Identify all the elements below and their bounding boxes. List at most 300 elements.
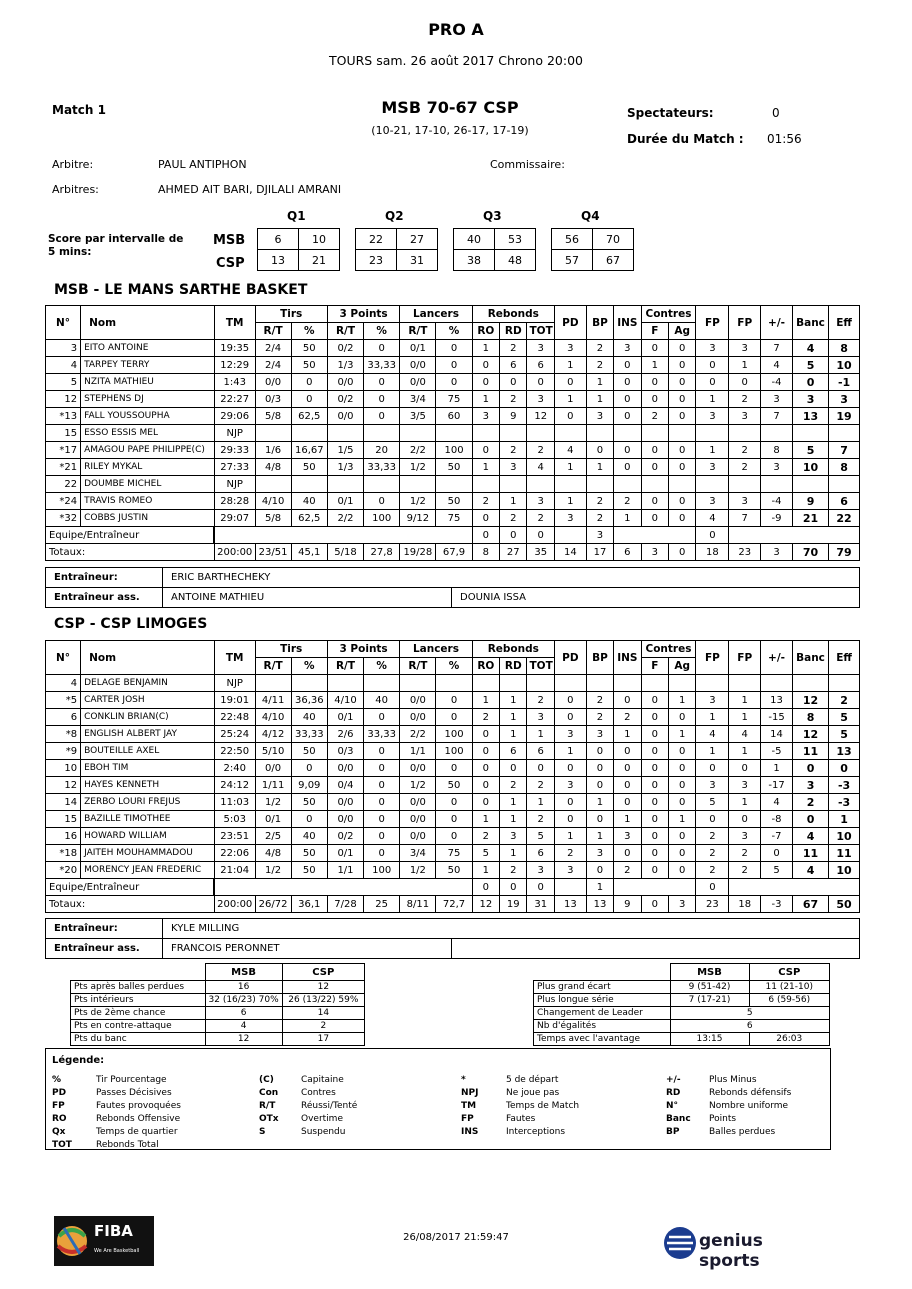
stat-cell: 0 <box>696 760 729 777</box>
stat-cell <box>255 425 291 442</box>
total-cell: 5/18 <box>327 544 363 561</box>
stat-cell <box>400 476 436 493</box>
stat-cell: 0 <box>669 743 696 760</box>
stat-cell <box>291 476 327 493</box>
column-subheader: % <box>364 323 400 340</box>
player-name: MORENCY JEAN FREDERIC <box>81 862 215 879</box>
stat-cell: -15 <box>761 709 793 726</box>
stat-cell: 3 <box>729 828 761 845</box>
stat-label: Pts du banc <box>71 1033 206 1046</box>
total-cell: 8/11 <box>400 896 436 913</box>
stat-cell: 2 <box>586 709 613 726</box>
stat-cell: 0 <box>641 811 668 828</box>
stat-cell: 3 <box>527 709 554 726</box>
legend-key: +/- <box>666 1075 681 1085</box>
column-subheader: R/T <box>327 658 363 675</box>
stat-cell: 1/5 <box>327 442 363 459</box>
stat-cell: 2 <box>586 493 613 510</box>
column-header: TM <box>214 641 255 675</box>
stat-cell: 2 <box>472 493 499 510</box>
stat-cell <box>761 675 793 692</box>
stat-cell: 2 <box>696 845 729 862</box>
player-number: *13 <box>46 408 81 425</box>
player-number: *18 <box>46 845 81 862</box>
stat-cell: 0 <box>641 493 668 510</box>
legend-key: INS <box>461 1127 479 1137</box>
stat-cell <box>614 675 641 692</box>
total-cell: 23 <box>729 544 761 561</box>
stat-value: 6 (59-56) <box>749 994 830 1007</box>
stat-cell: 0 <box>641 726 668 743</box>
stat-cell: 20 <box>364 442 400 459</box>
stat-cell: 0 <box>436 357 472 374</box>
stat-value: 6 <box>670 1020 830 1033</box>
stat-cell: 0 <box>614 692 641 709</box>
player-name: NZITA MATHIEU <box>81 374 215 391</box>
stat-cell: 0 <box>669 459 696 476</box>
stat-cell: 3 <box>696 459 729 476</box>
stat-value: 26:03 <box>749 1033 830 1046</box>
player-row <box>46 862 860 879</box>
stat-cell: 6 <box>500 743 527 760</box>
stat-cell: 0 <box>614 743 641 760</box>
stat-cell: 0/0 <box>327 811 363 828</box>
stat-cell: 3 <box>614 340 641 357</box>
stat-cell: -3 <box>829 794 860 811</box>
legend-key: RO <box>52 1114 67 1124</box>
stat-cell: 0 <box>641 794 668 811</box>
stat-cell: 2 <box>472 828 499 845</box>
stat-label: Pts de 2ème chance <box>71 1007 206 1020</box>
total-cell: -3 <box>761 896 793 913</box>
stat-cell: 0 <box>472 374 499 391</box>
column-header: Contres <box>641 641 696 658</box>
stat-cell: 1 <box>554 459 586 476</box>
stat-cell: 0 <box>436 709 472 726</box>
stat-cell: 0 <box>669 493 696 510</box>
stat-cell: 3 <box>500 828 527 845</box>
column-subheader: F <box>641 323 668 340</box>
stat-cell: 3 <box>527 391 554 408</box>
stat-cell: 0 <box>669 391 696 408</box>
stat-cell: 7 <box>761 408 793 425</box>
legend-key: * <box>461 1075 466 1085</box>
player-row <box>46 476 860 493</box>
stat-cell: 0 <box>669 760 696 777</box>
stat-cell <box>829 425 860 442</box>
assist-label: Entraîneur ass. <box>46 939 163 959</box>
stat-cell: 0 <box>554 760 586 777</box>
stat-cell <box>829 675 860 692</box>
genius-sports-logo <box>663 1225 823 1271</box>
interval-cell: 67 <box>593 250 634 271</box>
stat-cell: 3 <box>792 391 828 408</box>
legend-value: Ne joue pas <box>506 1088 560 1098</box>
stat-cell: 1 <box>586 879 613 896</box>
stat-cell: 4 <box>527 459 554 476</box>
stat-cell: 60 <box>436 408 472 425</box>
arbitres-value: AHMED AIT BARI, DJILALI AMRANI <box>158 183 342 196</box>
stat-value: 4 <box>205 1020 282 1033</box>
stat-cell: 3 <box>696 340 729 357</box>
quarter-label: Q1 <box>287 209 306 223</box>
stat-label: Temps avec l'avantage <box>534 1033 671 1046</box>
stat-cell: 1 <box>761 760 793 777</box>
stat-cell <box>554 425 586 442</box>
stat-cell: 0 <box>364 391 400 408</box>
final-score: MSB 70-67 CSP <box>381 98 519 117</box>
stat-cell: 0 <box>472 726 499 743</box>
stat-cell: 0 <box>669 374 696 391</box>
stat-cell: 13 <box>792 408 828 425</box>
stat-cell: 3 <box>500 459 527 476</box>
total-cell: 6 <box>614 544 641 561</box>
player-row <box>46 760 860 777</box>
stat-cell: 11:03 <box>214 794 255 811</box>
legend-key: S <box>259 1127 266 1137</box>
stat-cell: 0/4 <box>327 777 363 794</box>
stat-cell: 3 <box>586 726 613 743</box>
stat-cell: 0 <box>364 845 400 862</box>
stat-cell: 7 <box>761 340 793 357</box>
stat-cell <box>641 675 668 692</box>
player-number: 4 <box>46 675 81 692</box>
period-scores: (10-21, 17-10, 26-17, 17-19) <box>371 124 529 137</box>
stat-cell: 4 <box>792 828 828 845</box>
stat-cell: 0 <box>614 391 641 408</box>
stat-cell: 0/0 <box>327 408 363 425</box>
stat-cell: 1/2 <box>400 777 436 794</box>
stat-cell: 1 <box>614 726 641 743</box>
stat-cell: 0 <box>614 374 641 391</box>
stat-cell: 75 <box>436 391 472 408</box>
stat-cell <box>327 675 363 692</box>
stat-cell: 0 <box>364 709 400 726</box>
stat-value: 2 <box>282 1020 364 1033</box>
stat-cell: 25:24 <box>214 726 255 743</box>
stat-cell <box>729 675 761 692</box>
stat-cell: 4/11 <box>255 692 291 709</box>
stat-cell: 0 <box>669 442 696 459</box>
stat-cell: 0 <box>669 709 696 726</box>
total-cell: 27,8 <box>364 544 400 561</box>
stat-cell: 22:48 <box>214 709 255 726</box>
team2-name: CSP - CSP LIMOGES <box>54 616 208 632</box>
stat-cell: 5 <box>792 442 828 459</box>
stat-cell <box>614 476 641 493</box>
stat-cell: 0/1 <box>327 493 363 510</box>
stat-cell: 1 <box>586 391 613 408</box>
stat-cell: 2 <box>586 510 613 527</box>
page-title: PRO A <box>428 20 484 39</box>
legend-value: Contres <box>301 1088 336 1098</box>
player-row <box>46 709 860 726</box>
interval-table-q3 <box>453 228 536 271</box>
stat-cell: 0 <box>696 357 729 374</box>
stat-cell: 0 <box>472 760 499 777</box>
stat-cell <box>696 675 729 692</box>
stat-cell: 50 <box>291 845 327 862</box>
stat-cell: NJP <box>214 476 255 493</box>
total-cell: 18 <box>696 544 729 561</box>
legend-value: Points <box>709 1114 737 1124</box>
stat-cell: 0 <box>669 340 696 357</box>
legend-value: Fautes provoquées <box>96 1101 181 1111</box>
column-header: Eff <box>829 306 860 340</box>
legend-value: Réussi/Tenté <box>301 1101 358 1111</box>
column-header: TM <box>214 306 255 340</box>
stat-cell: 3 <box>586 408 613 425</box>
stat-cell: 3 <box>761 459 793 476</box>
stat-cell: 4/10 <box>327 692 363 709</box>
stat-value: 26 (13/22) 59% <box>282 994 364 1007</box>
stat-cell: 2 <box>472 709 499 726</box>
team-row <box>46 879 860 896</box>
arbitre-value: PAUL ANTIPHON <box>158 158 247 171</box>
stat-cell: 4 <box>792 862 828 879</box>
stat-cell: 0/2 <box>327 828 363 845</box>
stat-cell: 0 <box>641 442 668 459</box>
player-row <box>46 408 860 425</box>
stat-cell <box>696 425 729 442</box>
stat-cell: 0 <box>500 760 527 777</box>
stat-cell: -7 <box>761 828 793 845</box>
empty-cell <box>729 879 860 896</box>
stat-cell: 0 <box>669 845 696 862</box>
total-cell: 3 <box>669 896 696 913</box>
player-number: *8 <box>46 726 81 743</box>
stat-cell: 75 <box>436 845 472 862</box>
stat-cell: 0 <box>472 527 499 544</box>
empty-cell <box>614 879 696 896</box>
total-cell: 67 <box>792 896 828 913</box>
player-name: HAYES KENNETH <box>81 777 215 794</box>
spectators-label: Spectateurs: <box>627 106 714 120</box>
stat-cell: 0/0 <box>255 760 291 777</box>
stat-cell: 1 <box>554 391 586 408</box>
stat-value: 6 <box>205 1007 282 1020</box>
stat-cell: 1 <box>500 726 527 743</box>
stat-cell: 0/1 <box>255 811 291 828</box>
stat-cell: 3 <box>729 408 761 425</box>
player-number: 5 <box>46 374 81 391</box>
stat-cell: 0/3 <box>255 391 291 408</box>
coach-label: Entraîneur: <box>46 568 163 588</box>
stat-cell: 2 <box>527 442 554 459</box>
stat-cell: -1 <box>829 374 860 391</box>
stat-cell <box>472 675 499 692</box>
stat-cell <box>327 476 363 493</box>
stat-cell: 1 <box>554 357 586 374</box>
legend-key: Banc <box>666 1114 691 1124</box>
stat-cell: 0/1 <box>400 340 436 357</box>
stat-cell: 0 <box>614 442 641 459</box>
team-row-label: Equipe/Entraîneur <box>46 879 215 896</box>
stat-cell: 0 <box>696 527 729 544</box>
stat-cell: 0 <box>614 459 641 476</box>
stat-cell <box>291 425 327 442</box>
team-row <box>46 527 860 544</box>
stat-cell: 1 <box>500 493 527 510</box>
player-name: BOUTEILLE AXEL <box>81 743 215 760</box>
column-header: Banc <box>792 306 828 340</box>
stat-cell: 3 <box>527 862 554 879</box>
stat-cell: 50 <box>291 862 327 879</box>
stats-header: MSB <box>670 964 749 981</box>
column-header: Lancers <box>400 641 472 658</box>
total-cell: 31 <box>527 896 554 913</box>
column-header: Nom <box>81 641 215 675</box>
empty-cell <box>534 964 671 981</box>
stat-cell: 1/2 <box>400 459 436 476</box>
stat-cell: 2 <box>527 692 554 709</box>
stat-cell: 2 <box>500 442 527 459</box>
stat-cell: 11 <box>792 845 828 862</box>
stat-cell: 2 <box>729 391 761 408</box>
column-header: INS <box>614 641 641 675</box>
stat-cell: 0 <box>641 709 668 726</box>
stat-label: Plus longue série <box>534 994 671 1007</box>
stat-cell: 100 <box>364 862 400 879</box>
stat-cell: 3 <box>696 777 729 794</box>
interval-cell: 70 <box>593 229 634 250</box>
stat-cell: 0/0 <box>400 692 436 709</box>
player-name: STEPHENS DJ <box>81 391 215 408</box>
stat-cell: 5 <box>472 845 499 862</box>
arbitres-label: Arbitres: <box>52 183 99 196</box>
stat-cell: 1 <box>472 340 499 357</box>
legend-key: BP <box>666 1127 680 1137</box>
stat-cell: 2 <box>527 811 554 828</box>
stat-cell: 12:29 <box>214 357 255 374</box>
stat-cell: 3 <box>729 777 761 794</box>
player-name: HOWARD WILLIAM <box>81 828 215 845</box>
stat-cell: 0/2 <box>327 391 363 408</box>
total-cell: 18 <box>729 896 761 913</box>
player-number: *21 <box>46 459 81 476</box>
player-name: ESSO ESSIS MEL <box>81 425 215 442</box>
stat-cell: 9/12 <box>400 510 436 527</box>
stat-cell: 2 <box>500 391 527 408</box>
legend-value: Temps de Match <box>506 1101 580 1111</box>
stat-cell: 3 <box>696 692 729 709</box>
stat-cell: -4 <box>761 493 793 510</box>
stat-cell: 0/0 <box>400 794 436 811</box>
column-subheader: RD <box>500 323 527 340</box>
player-name: FALL YOUSSOUPHA <box>81 408 215 425</box>
empty-cell <box>729 527 860 544</box>
stat-cell: 50 <box>291 743 327 760</box>
stat-cell: 2:40 <box>214 760 255 777</box>
total-cell: 50 <box>829 896 860 913</box>
column-header: Rebonds <box>472 641 554 658</box>
stat-label: Pts intérieurs <box>71 994 206 1007</box>
stat-cell: 2/2 <box>400 726 436 743</box>
legend-value: Nombre uniforme <box>709 1101 789 1111</box>
stat-cell: 0/0 <box>400 357 436 374</box>
legend-value: Overtime <box>301 1114 343 1124</box>
stat-cell: 0 <box>364 340 400 357</box>
stat-cell: NJP <box>214 425 255 442</box>
stat-cell: 16,67 <box>291 442 327 459</box>
total-cell: 67,9 <box>436 544 472 561</box>
stat-cell: 0 <box>364 760 400 777</box>
stat-cell: 19 <box>829 408 860 425</box>
legend-value: Rebonds défensifs <box>709 1088 792 1098</box>
stat-cell: 0/0 <box>327 374 363 391</box>
stat-label: Pts après balles perdues <box>71 981 206 994</box>
total-cell: 13 <box>554 896 586 913</box>
interval-cell: 23 <box>356 250 397 271</box>
stat-cell: 0 <box>436 340 472 357</box>
stat-cell: 0 <box>472 510 499 527</box>
stat-cell: 0 <box>364 743 400 760</box>
stat-cell: 8 <box>829 459 860 476</box>
stat-cell: 0 <box>792 374 828 391</box>
legend-value: Tir Pourcentage <box>96 1075 167 1085</box>
stat-cell: 10 <box>829 357 860 374</box>
legend-value: Interceptions <box>506 1127 566 1137</box>
stat-cell <box>792 675 828 692</box>
stat-cell <box>527 476 554 493</box>
column-subheader: % <box>364 658 400 675</box>
stat-cell: 3 <box>829 391 860 408</box>
total-cell: 72,7 <box>436 896 472 913</box>
stat-value: 12 <box>282 981 364 994</box>
team-row-label: Equipe/Entraîneur <box>46 527 215 544</box>
column-subheader: % <box>436 323 472 340</box>
stat-cell: 13 <box>829 743 860 760</box>
column-header: PD <box>554 641 586 675</box>
genius-sports-icon <box>663 1225 697 1261</box>
player-row <box>46 845 860 862</box>
stat-cell: 0 <box>641 510 668 527</box>
legend-key: RD <box>666 1088 681 1098</box>
player-number: 12 <box>46 391 81 408</box>
empty-cell <box>214 527 472 544</box>
player-row <box>46 675 860 692</box>
stat-cell: 24:12 <box>214 777 255 794</box>
stat-cell <box>255 476 291 493</box>
stat-cell: 0 <box>291 391 327 408</box>
stat-cell: 0/0 <box>400 760 436 777</box>
assist-coach-2: DOUNIA ISSA <box>452 588 860 608</box>
stat-cell: 1 <box>500 794 527 811</box>
stat-cell: 0 <box>614 408 641 425</box>
stat-cell: NJP <box>214 675 255 692</box>
stat-cell: 6 <box>829 493 860 510</box>
player-row <box>46 340 860 357</box>
stat-cell: 40 <box>291 709 327 726</box>
stat-cell: 0 <box>641 391 668 408</box>
stat-cell: 2/4 <box>255 340 291 357</box>
stat-cell <box>500 425 527 442</box>
player-row <box>46 811 860 828</box>
stat-value: 13:15 <box>670 1033 749 1046</box>
empty-cell <box>554 879 586 896</box>
stat-cell: 5/8 <box>255 408 291 425</box>
stat-value: 5 <box>670 1007 830 1020</box>
player-name: EITO ANTOINE <box>81 340 215 357</box>
stat-cell: 1 <box>729 794 761 811</box>
player-row <box>46 459 860 476</box>
stat-cell: 9 <box>792 493 828 510</box>
stat-label: Plus grand écart <box>534 981 671 994</box>
stat-cell: 4/10 <box>255 709 291 726</box>
stat-cell <box>255 675 291 692</box>
stat-cell: 2 <box>527 510 554 527</box>
stat-cell: 1 <box>729 692 761 709</box>
